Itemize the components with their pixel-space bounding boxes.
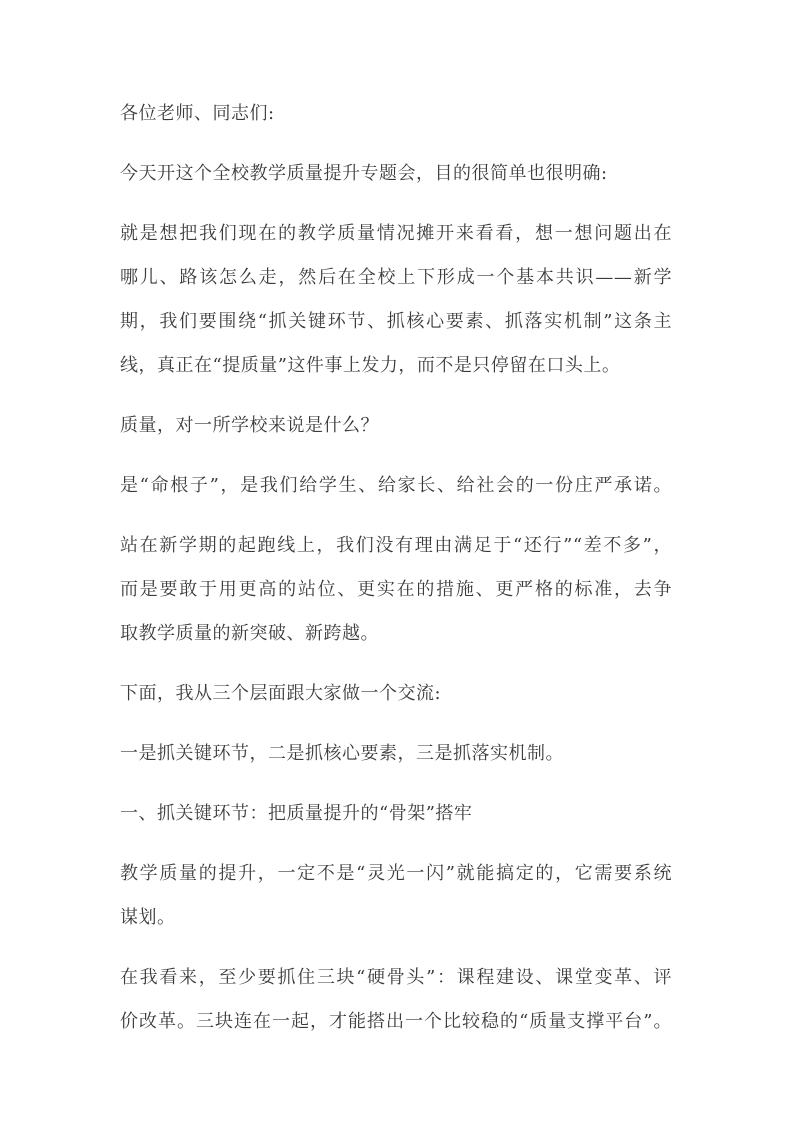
text-line: 取教学质量的新突破、新跨越。	[120, 623, 379, 644]
section-heading	[120, 792, 672, 836]
text-line: 而是要敢于用更高的站位、更实在的措施、更严格的标准，去争	[120, 579, 672, 600]
paragraph-salutation	[120, 92, 672, 136]
text-line: 一是抓关键环节，二是抓核心要素，三是抓落实机制。	[120, 743, 564, 764]
text-line: 线，真正在“提质量”这件事上发力，而不是只停留在口头上。	[120, 355, 621, 376]
text-line: 各位老师、同志们:	[120, 103, 275, 124]
paragraph	[120, 956, 672, 1044]
text-line: 谋划。	[120, 907, 176, 928]
heading-text-line: 一、抓关键环节：把质量提升的“骨架”搭牢	[120, 803, 473, 824]
text-line: 今天开这个全校教学质量提升专题会，目的很简单也很明确:	[120, 163, 608, 184]
text-line: 期，我们要围绕“抓关键环节、抓核心要素、抓落实机制”这条主	[120, 311, 672, 332]
paragraph	[120, 672, 672, 716]
text-line: 教学质量的提升，一定不是“灵光一闪”就能搞定的，它需要系统	[120, 863, 672, 884]
paragraph	[120, 464, 672, 508]
text-line: 在我看来，至少要抓住三块“硬骨头”：课程建设、课堂变革、评	[120, 967, 672, 988]
text-line: 价改革。三块连在一起，才能搭出一个比较稳的“质量支撑平台”。	[120, 1011, 672, 1032]
text-line: 质量，对一所学校来说是什么？	[120, 415, 379, 436]
text-line: 是“命根子”，是我们给学生、给家长、给社会的一份庄严承诺。	[120, 475, 672, 496]
text-line: 站在新学期的起跑线上，我们没有理由满足于“还行”“差不多”，	[120, 535, 672, 556]
paragraph	[120, 732, 672, 776]
paragraph	[120, 212, 672, 388]
text-line: 下面，我从三个层面跟大家做一个交流:	[120, 683, 442, 704]
paragraph	[120, 852, 672, 940]
paragraph	[120, 152, 672, 196]
paragraph	[120, 524, 672, 656]
text-line: 哪儿、路该怎么走，然后在全校上下形成一个基本共识——新学	[120, 267, 672, 288]
paragraph	[120, 404, 672, 448]
text-line: 就是想把我们现在的教学质量情况摊开来看看，想一想问题出在	[120, 223, 672, 244]
